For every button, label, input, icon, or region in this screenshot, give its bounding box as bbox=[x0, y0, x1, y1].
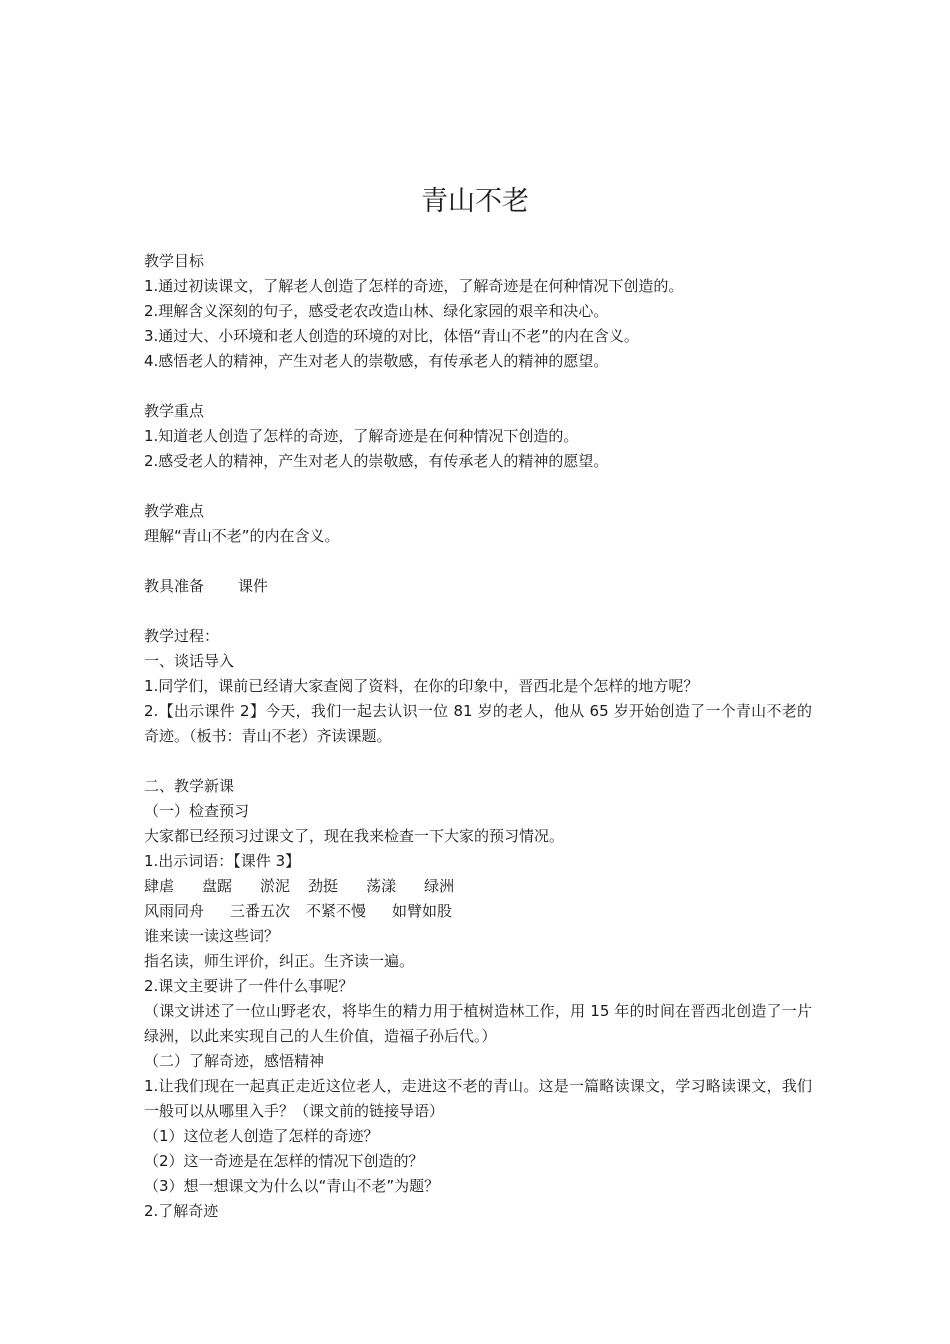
vocab-word: 淤泥 bbox=[260, 877, 291, 895]
sub2-heading: （二）了解奇迹，感悟精神 bbox=[144, 1052, 325, 1070]
blank-line bbox=[144, 749, 812, 774]
blank-line bbox=[144, 374, 812, 399]
objectives-heading: 教学目标 bbox=[144, 252, 205, 270]
sub2-item: 1.让我们现在一起真正走近这位老人，走进这不老的青山。这是一篇略读课文，学习略读课文，我们一般可以从哪里入手？（课文前的链接导语） bbox=[144, 1077, 812, 1120]
blank-line bbox=[144, 474, 812, 499]
vocab-word: 盘踞 bbox=[202, 877, 233, 895]
vocab-word: 不紧不慢 bbox=[306, 902, 367, 920]
vocab-word: 劲挺 bbox=[308, 877, 339, 895]
objective-item: 3.通过大、小环境和老人创造的环境的对比，体悟“青山不老”的内在含义。 bbox=[144, 327, 639, 345]
materials-label: 教具准备 bbox=[144, 577, 205, 595]
objective-item: 1.通过初读课文，了解老人创造了怎样的奇迹，了解奇迹是在何种情况下创造的。 bbox=[144, 277, 684, 295]
vocab-word: 如臂如股 bbox=[392, 902, 453, 920]
materials-value: 课件 bbox=[238, 577, 269, 595]
sub2-question: （3）想一想课文为什么以“青山不老”为题？ bbox=[144, 1177, 440, 1195]
objective-item: 4.感悟老人的精神，产生对老人的崇敬感，有传承老人的精神的愿望。 bbox=[144, 352, 609, 370]
difficulties-text: 理解“青山不老”的内在含义。 bbox=[144, 527, 340, 545]
sub1-method: 指名读，师生评价，纠正。生齐读一遍。 bbox=[144, 952, 415, 970]
sub2-question: （2）这一奇迹是在怎样的情况下创造的？ bbox=[144, 1152, 424, 1170]
sub1-heading: （一）检查预习 bbox=[144, 802, 250, 820]
key-point-item: 1.知道老人创造了怎样的奇迹，了解奇迹是在何种情况下创造的。 bbox=[144, 427, 579, 445]
sub2-item: 2.了解奇迹 bbox=[144, 1202, 219, 1220]
part1-item: 2.【出示课件 2】今天，我们一起去认识一位 81 岁的老人，他从 65 岁开始创造了一个青山不老的奇迹。（板书：青山不老）齐读课题。 bbox=[144, 702, 812, 745]
sub1-question: 2.课文主要讲了一件什么事呢？ bbox=[144, 977, 354, 995]
document-title: 青山不老 bbox=[421, 186, 529, 217]
vocab-word: 三番五次 bbox=[230, 902, 291, 920]
document-body bbox=[144, 249, 812, 1224]
vocab-word: 风雨同舟 bbox=[144, 902, 205, 920]
key-point-item: 2.感受老人的精神，产生对老人的崇敬感，有传承老人的精神的愿望。 bbox=[144, 452, 609, 470]
words-row bbox=[144, 899, 812, 924]
objective-item: 2.理解含义深刻的句子，感受老农改造山林、绿化家园的艰辛和决心。 bbox=[144, 302, 609, 320]
sub1-ask: 谁来读一读这些词？ bbox=[144, 927, 280, 945]
part2-heading: 二、教学新课 bbox=[144, 777, 235, 795]
key-points-heading: 教学重点 bbox=[144, 402, 205, 420]
sub2-question: （1）这位老人创造了怎样的奇迹？ bbox=[144, 1127, 379, 1145]
process-heading: 教学过程： bbox=[144, 627, 220, 645]
part1-item: 1.同学们，课前已经请大家查阅了资料，在你的印象中，晋西北是个怎样的地方呢？ bbox=[144, 677, 699, 695]
blank-line bbox=[144, 599, 812, 624]
words-row bbox=[144, 874, 812, 899]
difficulties-heading: 教学难点 bbox=[144, 502, 205, 520]
sub1-intro: 大家都已经预习过课文了，现在我来检查一下大家的预习情况。 bbox=[144, 827, 565, 845]
vocab-word: 绿洲 bbox=[424, 877, 455, 895]
vocab-word: 荡漾 bbox=[366, 877, 397, 895]
blank-line bbox=[144, 549, 812, 574]
vocab-word: 肆虐 bbox=[144, 877, 175, 895]
sub1-answer: （课文讲述了一位山野老农，将毕生的精力用于植树造林工作，用 15 年的时间在晋西北创造了一片绿洲，以此来实现自己的人生价值，造福子孙后代。） bbox=[144, 1002, 812, 1045]
materials-line bbox=[144, 574, 812, 599]
words-prompt: 1.出示词语：【课件 3】 bbox=[144, 852, 301, 870]
part1-heading: 一、谈话导入 bbox=[144, 652, 235, 670]
